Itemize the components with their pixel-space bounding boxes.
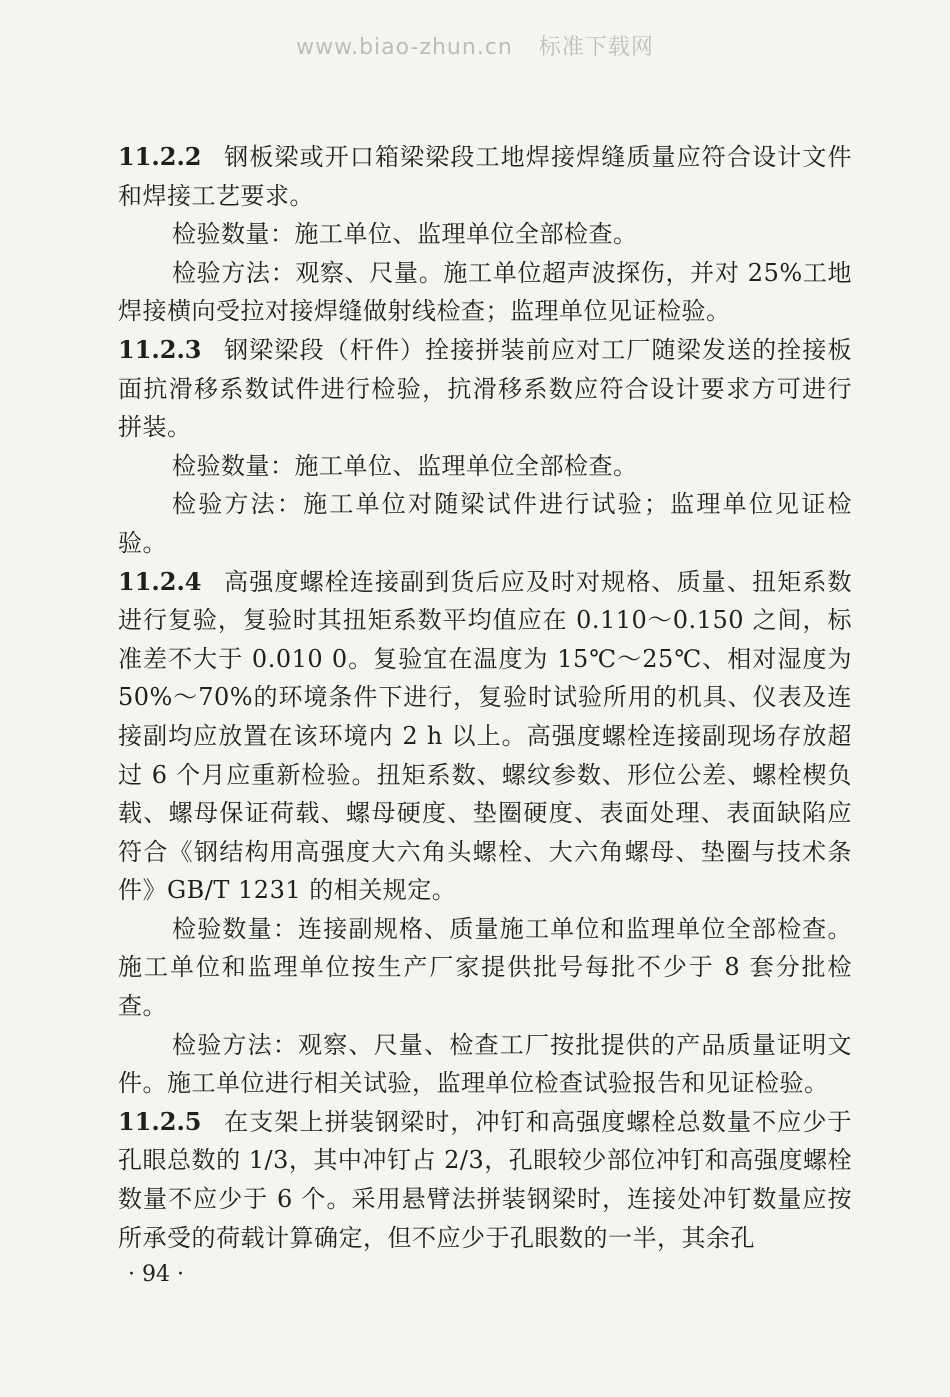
paragraph-text: 检验数量：施工单位、监理单位全部检查。 (172, 220, 638, 249)
paragraph-text: 钢板梁或开口箱梁梁段工地焊接焊缝质量应符合设计文件和焊接工艺要求。 (118, 143, 852, 210)
paragraph-text: 检验方法：施工单位对随梁试件进行试验；监理单位见证检验。 (118, 490, 852, 557)
inspection-quantity (118, 215, 852, 254)
clause-number: 11.2.3 (118, 334, 202, 364)
inspection-method (118, 254, 852, 331)
watermark-url: www.biao-zhun.cn (296, 35, 513, 60)
clause-number: 11.2.4 (118, 566, 202, 596)
clause-paragraph (118, 1103, 852, 1257)
clause-paragraph (118, 331, 852, 447)
clause-number: 11.2.2 (118, 142, 202, 171)
inspection-quantity (118, 910, 852, 1026)
clause-paragraph (118, 563, 852, 910)
paragraph-text: 钢梁梁段（杆件）拴接拼装前应对工厂随梁发送的拴接板面抗滑移系数试件进行检验，抗滑移系数应符合设计要求方可进行拼装。 (118, 335, 852, 442)
paragraph-text: 高强度螺栓连接副到货后应及时对规格、质量、扭矩系数进行复验，复验时其扭矩系数平均值应在 0.110～0.150 之间，标准差不大于 0.010 0。复验宜在温度为 15℃～25℃、相对湿度为 50%～70%的环境条件下进行，复验时试验所用的机具、仪表及连接副均应放置在该环境内 2 h 以上。高强度螺栓连接副现场存放超过 6 个月应重新检验。扭矩系数、螺纹参数、形位公差、螺栓楔负载、螺母保证荷载、螺母硬度、垫圈硬度、表面处理、表面缺陷应符合《钢结构用高强度大六角头螺栓、大六角螺母、垫圈与技术条件》GB/T 1231 的相关规定。 (118, 567, 852, 905)
paragraph-text: 检验方法：观察、尺量、检查工厂按批提供的产品质量证明文件。施工单位进行相关试验，监理单位检查试验报告和见证检验。 (118, 1030, 852, 1098)
paragraph-text: 检验方法：观察、尺量。施工单位超声波探伤，并对 25%工地焊接横向受拉对接焊缝做射线检查；监理单位见证检验。 (118, 258, 852, 326)
body-text (118, 138, 852, 1257)
watermark-site: 标准下载网 (538, 35, 654, 60)
paragraph-text: 在支架上拼装钢梁时，冲钉和高强度螺栓总数量不应少于孔眼总数的 1/3，其中冲钉占 2/3，孔眼较少部位冲钉和高强度螺栓数量不应少于 6 个。采用悬臂法拼装钢梁时，连接处冲钉数量应按所承受的荷载计算确定，但不应少于孔眼数的一半，其余孔 (118, 1107, 852, 1252)
clause-paragraph (118, 138, 852, 215)
inspection-method (118, 1026, 852, 1103)
inspection-quantity (118, 447, 852, 486)
inspection-method (118, 485, 852, 562)
clause-number: 11.2.5 (118, 1106, 202, 1136)
paragraph-text: 检验数量：施工单位、监理单位全部检查。 (172, 451, 638, 480)
watermark (0, 30, 950, 61)
paragraph-text: 检验数量：连接副规格、质量施工单位和监理单位全部检查。施工单位和监理单位按生产厂家提供批号每批不少于 8 套分批检查。 (118, 914, 852, 1021)
page-number: · 94 · (128, 1262, 184, 1287)
